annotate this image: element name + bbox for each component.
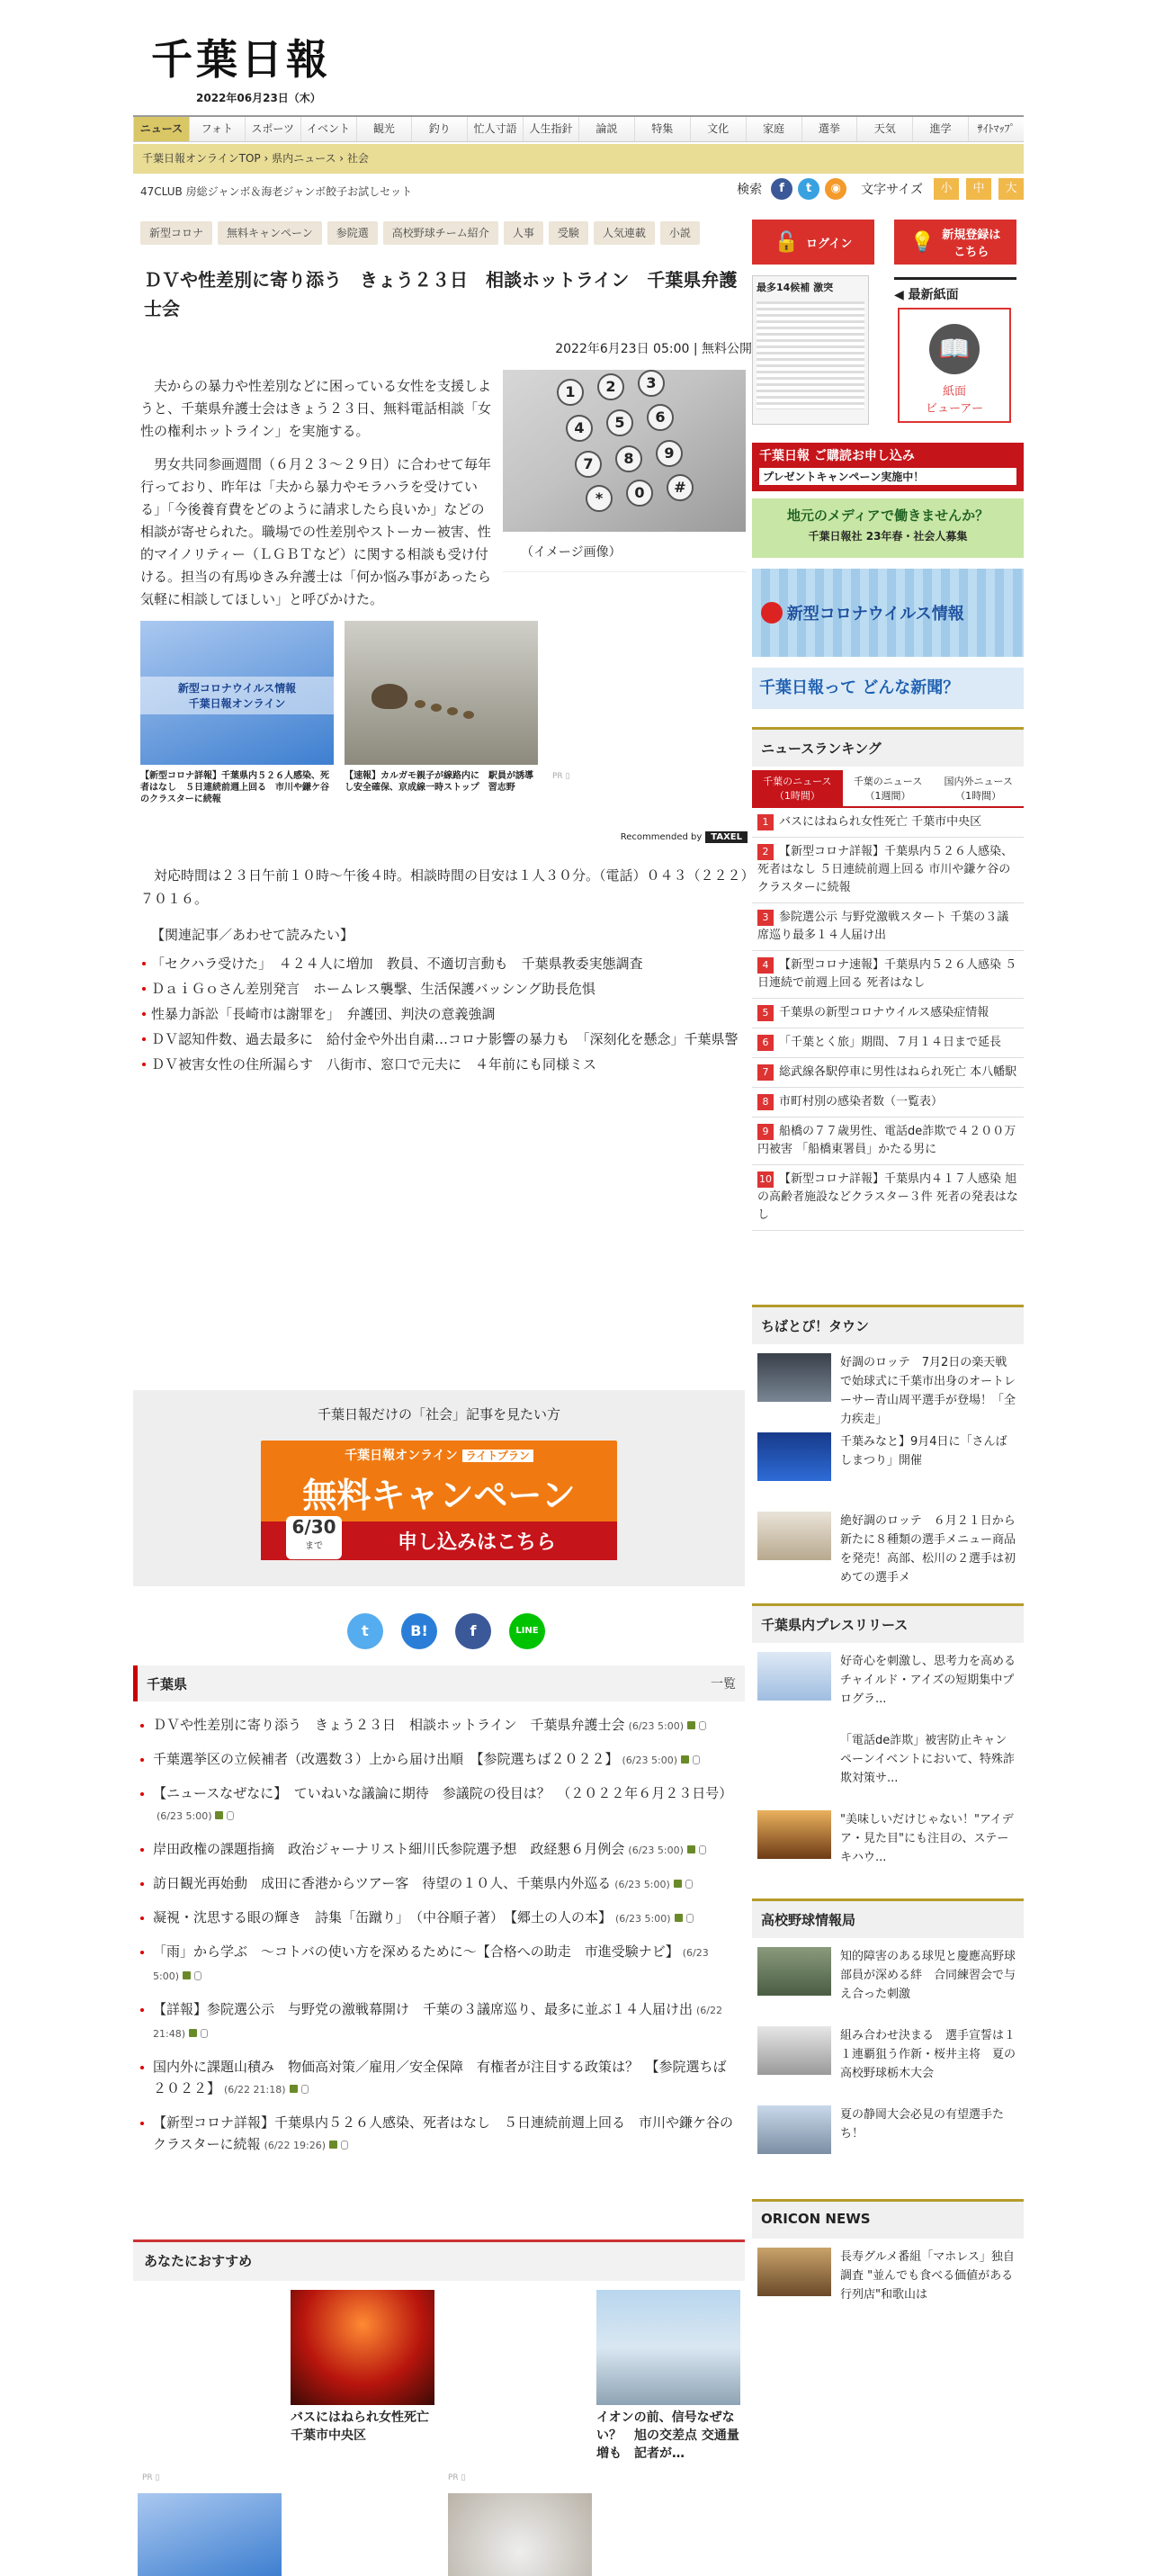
chiba-news-date: (6/23 5:00) — [157, 1810, 212, 1822]
corona-banner-text: 新型コロナウイルス情報 — [786, 605, 964, 624]
ranking-item[interactable] — [752, 1165, 1024, 1231]
ranking-number: 7 — [757, 1064, 774, 1081]
camera-icon — [675, 1914, 683, 1922]
ranking-number: 10 — [757, 1171, 774, 1188]
ranking-item[interactable] — [752, 838, 1024, 903]
nav-item[interactable]: ｻｲﾄﾏｯﾌﾟ — [968, 117, 1024, 141]
nav-item[interactable]: 進学 — [912, 117, 968, 141]
tag-item[interactable]: 新型コロナ — [140, 221, 212, 245]
share-buttons — [140, 1613, 752, 1649]
ranking-item-title: 総武線各駅停車に男性はねられ死亡 本八幡駅 — [779, 1065, 1017, 1079]
chiba-news-date: (6/22 21:48) — [153, 2005, 723, 2040]
koko-thumbnail — [757, 2105, 831, 2154]
camera-icon — [681, 1755, 689, 1764]
osusume-card-title: イオンの前、信号なぜない？ 旭の交差点 交通量増も 記者が… — [596, 2410, 739, 2461]
hours-paragraph: 対応時間は２３日午前１０時～午後４時。相談時間の目安は１人３０分。（電話）０４３（２２２）７０１６。 — [140, 867, 748, 907]
koko-list — [752, 1938, 1024, 2176]
chiba-news-title: 訪日観光再始動 成田に香港からツアー客 待望の１０人、千葉県内外巡る — [153, 1875, 612, 1891]
lock-icon: 🔓 — [774, 230, 800, 254]
osusume-card[interactable] — [596, 2290, 740, 2463]
press-item[interactable] — [752, 1643, 1024, 1722]
article-pubdate: 2022年6月23日 05:00 | 無料公開 — [555, 342, 752, 356]
ranking-list — [752, 806, 1024, 1231]
chiba-news-title: ＤＶや性差別に寄り添う きょう２３日 相談ホットライン 千葉県弁護士会 — [153, 1717, 625, 1733]
nav-item[interactable]: 特集 — [634, 117, 690, 141]
campaign-text: 千葉日報だけの「社会」記事を見たい方 — [317, 1406, 560, 1423]
register-button[interactable] — [894, 220, 1016, 265]
related-item[interactable]: ＤａｉＧｏさん差別発言 ホームレス襲撃、生活保護バッシング助長危惧 — [140, 976, 752, 1001]
press-section — [752, 1603, 1024, 1880]
pr-label: PR ▯ — [448, 2473, 466, 2482]
related-item[interactable]: 性暴力訴訟「長崎市は謝罪を」 弁護団、判決の意義強調 — [140, 1001, 752, 1027]
tag-bar — [140, 221, 700, 245]
osusume-title: あなたにおすすめ — [133, 2239, 745, 2281]
breadcrumb[interactable]: 千葉日報オンラインTOP › 県内ニュース › 社会 — [133, 144, 1024, 174]
line-share-icon[interactable]: LINE — [509, 1613, 545, 1649]
ranking-item-title: 【新型コロナ詳報】千葉県内５２６人感染、死者はなし ５日連続前週上回る 市川や鎌ケ谷のクラスターに続報 — [757, 845, 1014, 894]
font-size-label: 文字サイズ — [861, 183, 923, 197]
chiba-news-date: (6/23 5:00) — [628, 1720, 685, 1732]
viewer-label: 紙面 ビューアー — [926, 385, 983, 416]
ranking-number: 4 — [757, 957, 774, 974]
chiba-news-item[interactable] — [133, 1993, 745, 2051]
chiba-news-item[interactable] — [133, 1743, 745, 1777]
lightbulb-icon: 💡 — [909, 230, 936, 254]
chiba-news-date: (6/23 5:00) — [614, 1879, 670, 1890]
ranking-item-title: 市町村別の感染者数（一覧表） — [779, 1095, 944, 1108]
thumbnail-overlay-text: 新型コロナウイルス情報 千葉日報オンライン — [140, 677, 334, 714]
header-date: 2022年06月23日（木） — [196, 92, 321, 104]
press-title: 千葉県内プレスリリース — [752, 1603, 1024, 1643]
ranking-number: 8 — [757, 1094, 774, 1110]
chiba-news-item[interactable] — [133, 1901, 745, 1935]
font-size-small-button[interactable]: 小 — [934, 178, 959, 200]
chiba-more-link[interactable]: 一覧 — [711, 1677, 736, 1692]
oricon-thumbnail — [757, 2248, 831, 2296]
virus-icon — [761, 602, 783, 624]
chiba-news-date: (6/22 21:18) — [224, 2084, 286, 2096]
recommend-card[interactable] — [345, 621, 538, 805]
ranking-item-title: 「千葉とく旅」期間、７月１４日まで延長 — [779, 1036, 1002, 1049]
ranking-tab[interactable]: 千葉のニュース （1時間） — [752, 770, 843, 806]
tag-item[interactable]: 人気連載 — [594, 221, 655, 245]
town-thumbnail — [757, 1432, 831, 1481]
corona-info-thumbnail[interactable] — [138, 2493, 282, 2576]
press-thumbnail — [757, 1652, 831, 1701]
press-item[interactable] — [752, 1801, 1024, 1880]
what-banner[interactable]: 千葉日報って どんな新聞？ — [752, 668, 1024, 709]
camera-icon — [290, 2085, 298, 2093]
banner-date-box — [286, 1516, 342, 1559]
chiba-news-date: (6/23 5:00) — [153, 1947, 709, 1982]
town-title: ちばとぴ！タウン — [752, 1305, 1024, 1344]
nav-item[interactable]: 家庭 — [746, 117, 801, 141]
town-item-title: 絶好調のロッテ ６月２１日から新たに８種類の選手メニュー商品を発売！高部、松川の２選手は初めての選手メ — [840, 1514, 1016, 1584]
oricon-title: ORICON NEWS — [752, 2199, 1024, 2239]
lock-icon — [685, 1880, 693, 1889]
ranking-item[interactable] — [752, 1117, 1024, 1165]
ranking-tab[interactable]: 国内外ニュース （1時間） — [944, 776, 1013, 802]
campaign-box — [133, 1390, 745, 1586]
banner-date: 6/30 — [291, 1516, 336, 1538]
press-thumbnail — [757, 1810, 831, 1859]
chiba-news-date: (6/23 5:00) — [622, 1755, 677, 1766]
town-item-title: 好調のロッテ 7月2日の楽天戦で始球式に千葉市出身のオートレーサー青山周平選手が登場！「全力疾走」 — [840, 1356, 1016, 1426]
town-item[interactable] — [752, 1503, 1024, 1582]
chiba-news-item[interactable] — [133, 1709, 745, 1743]
ranking-section — [752, 727, 1024, 1231]
article-photo — [503, 370, 746, 579]
article-main — [140, 265, 752, 2482]
chiba-news-item[interactable] — [133, 2051, 745, 2106]
photo-caption: （イメージ画像） — [503, 532, 746, 572]
newspaper-headline: 最多14候補 激突 — [757, 282, 834, 293]
lock-icon — [301, 2085, 309, 2094]
town-item-title: 千葉みなと】9月4日に「さんばしまつり」開催 — [840, 1435, 1007, 1468]
banner-plan: ライトプラン — [462, 1450, 533, 1462]
recommended-by-text: Recommended by — [620, 832, 703, 842]
chiba-news-title: 岸田政権の課題指摘 政治ジャーナリスト細川氏参院選予想 政経懇６月例会 — [153, 1841, 625, 1857]
login-label: ログイン — [806, 237, 853, 251]
chiba-news-title: 【ニュースなぜなに】 ていねいな議論に期待 参議院の役目は？ （２０２２年６月２３日号） — [153, 1785, 733, 1801]
chiba-news-title: 「雨」から学ぶ ～コトバの使い方を深めるために～【合格への助走 市進受験ナビ】 — [153, 1943, 679, 1960]
recruit-banner-title: 地元のメディアで働きませんか？ — [786, 507, 989, 524]
press-thumbnail — [757, 1731, 831, 1780]
phone-keypad-image: 1 2 3 4 5 6 7 8 9 * 0 # — [503, 370, 746, 532]
register-label: 新規登録は こちら — [942, 229, 1001, 259]
town-section — [752, 1305, 1024, 1582]
ranking-item[interactable] — [752, 903, 1024, 951]
ranking-item-title: 【新型コロナ詳報】千葉県内４１７人感染 旭の高齢者施設などクラスター３件 死者の発表はなし — [757, 1172, 1018, 1222]
chiba-section-title: 千葉県 — [147, 1675, 188, 1692]
camera-icon — [687, 1721, 695, 1729]
koko-item[interactable] — [752, 1938, 1024, 2017]
tag-item[interactable]: 高校野球チーム紹介 — [383, 221, 498, 245]
recruit-banner[interactable] — [752, 498, 1024, 558]
town-thumbnail — [757, 1353, 831, 1402]
lock-icon — [699, 1721, 706, 1730]
ranking-item[interactable] — [752, 951, 1024, 999]
banner-top — [261, 1446, 617, 1464]
ranking-item-title: 千葉県の新型コロナウイルス感染症情報 — [779, 1006, 989, 1019]
chiba-news-title: 凝視・沈思する眼の輝き 詩集「缶蹴り」 （中谷順子著） 【郷土の人の本】 — [153, 1909, 613, 1925]
ranking-number: 6 — [757, 1035, 774, 1051]
lock-icon — [194, 1971, 201, 1980]
nav-item[interactable]: 人生指針 — [523, 117, 578, 141]
camera-icon — [215, 1811, 223, 1819]
chiba-news-item[interactable] — [133, 2106, 745, 2162]
nav-item[interactable]: フォト — [189, 117, 245, 141]
ranking-number: 9 — [757, 1124, 774, 1140]
banner-main: 無料キャンペーン — [302, 1476, 576, 1515]
koko-title: 高校野球情報局 — [752, 1898, 1024, 1938]
paper-viewer-button[interactable] — [898, 308, 1011, 423]
koko-item-title: 組み合わせ決まる 選手宣誓は１１連覇狙う作新・桜井主将 夏の高校野球栃木大会 — [840, 2029, 1016, 2080]
oricon-item[interactable] — [752, 2239, 1024, 2318]
chiba-news-date: (6/22 19:26) — [264, 2140, 327, 2151]
taxel-logo[interactable]: TAXEL — [705, 831, 748, 843]
ranking-number: 2 — [757, 844, 774, 860]
ranking-number: 3 — [757, 910, 774, 926]
twitter-icon[interactable]: t — [798, 178, 819, 200]
osusume-section — [133, 2239, 745, 2482]
chiba-news-title: 国内外に課題山積み 物価高対策／雇用／安全保障 有権者が注目する政策は？ 【参院選ちば２０２２】 — [153, 2059, 727, 2096]
recommend-card-title: 【新型コロナ詳報】千葉県内５２６人感染、死者はなし ５日連続前週上回る 市川や鎌ケ谷のクラスターに続報 — [140, 771, 329, 804]
tag-item[interactable]: 人事 — [504, 221, 543, 245]
pr-label: PR ▯ — [142, 2473, 160, 2482]
chiba-news-title: 【詳報】参院選公示 与野党の激戦幕開け 千葉の３議席巡り、最多に並ぶ１４人届け出 — [153, 2001, 694, 2017]
tag-item[interactable]: 受験 — [549, 221, 588, 245]
ranking-item-title: バスにはねられ女性死亡 千葉市中央区 — [779, 815, 982, 829]
nav-item[interactable]: ニュース — [133, 117, 189, 141]
oricon-section — [752, 2199, 1024, 2318]
press-list — [752, 1643, 1024, 1880]
lock-icon — [201, 2029, 208, 2038]
tag-item[interactable]: 無料キャンペーン — [218, 221, 322, 245]
camera-icon — [183, 1971, 191, 1979]
lock-icon — [227, 1811, 234, 1820]
subscribe-banner-title: 千葉日報 ご購読お申し込み — [759, 449, 915, 463]
chiba-news-item[interactable] — [133, 1867, 745, 1901]
global-nav — [133, 115, 1024, 142]
camera-icon — [674, 1880, 682, 1888]
pr-label: PR ▯ — [552, 772, 570, 781]
reader-icon: 📖 — [929, 324, 980, 374]
recommend-widget — [140, 621, 538, 805]
nav-item[interactable]: 観光 — [356, 117, 412, 141]
chiba-news-item[interactable] — [133, 1833, 745, 1867]
ranking-item[interactable] — [752, 1088, 1024, 1117]
related-item[interactable]: ＤＶ認知件数、過去最多に 給付金や外出自粛…コロナ影響の暴力も 「深刻化を懸念」千葉県警 — [140, 1027, 752, 1052]
camera-icon — [687, 1845, 695, 1853]
ranking-item[interactable] — [752, 1028, 1024, 1058]
facebook-share-icon[interactable]: f — [455, 1613, 491, 1649]
toolbar — [737, 178, 1024, 200]
article-title: ＤＶや性差別に寄り添う きょう２３日 相談ホットライン 千葉県弁護士会 — [144, 269, 738, 319]
rss-icon[interactable]: ◉ — [825, 178, 846, 200]
baseball-thumbnail[interactable] — [448, 2493, 592, 2576]
ambulance-thumbnail — [291, 2290, 434, 2405]
koko-item[interactable] — [752, 2096, 1024, 2176]
koko-thumbnail — [757, 1947, 831, 1996]
oricon-item-title: 長寿グルメ番組「マホレス」独自調査 "並んでも食べる価値がある行列店"和歌山は — [840, 2250, 1015, 2302]
lock-icon — [699, 1845, 706, 1854]
ranking-tab[interactable]: 千葉のニュース （1週間） — [853, 776, 923, 802]
related-heading: 【関連記事／あわせて読みたい】 — [151, 927, 354, 943]
related-item[interactable]: ＤＶ被害女性の住所漏らす 八街市、窓口で元夫に ４年前にも同様ミス — [140, 1052, 752, 1077]
banner-cta: 申し込みはこちら — [397, 1531, 556, 1554]
related-item[interactable]: 「セクハラ受けた」 ４２４人に増加 教員、不適切言動も 千葉県教委実態調査 — [140, 951, 752, 976]
chiba-news-title: 【新型コロナ詳報】千葉県内５２６人感染、死者はなし ５日連続前週上回る 市川や鎌ケ谷のクラスターに続報 — [153, 2114, 734, 2152]
banner-until: まで — [305, 1541, 323, 1551]
oricon-list — [752, 2239, 1024, 2318]
nav-item[interactable]: イベント — [300, 117, 356, 141]
related-articles — [140, 925, 752, 1077]
koko-thumbnail — [757, 2026, 831, 2075]
osusume-card[interactable] — [291, 2290, 442, 2445]
chiba-news-date: (6/23 5:00) — [615, 1913, 671, 1925]
font-size-large-button[interactable]: 大 — [998, 178, 1024, 200]
chiba-section-header — [133, 1665, 745, 1701]
camera-icon — [189, 2029, 197, 2037]
chiba-news-title: 千葉選挙区の立候補者（改選数３）上から届け出順 【参院選ちば２０２２】 — [153, 1751, 619, 1767]
press-item-title: 「電話de詐欺」被害防止キャンペーンイベントにおいて、特殊詐欺対策サ... — [840, 1734, 1015, 1785]
ducks-thumbnail — [345, 621, 538, 765]
nav-item[interactable]: 論説 — [578, 117, 634, 141]
lock-icon — [341, 2141, 348, 2150]
ranking-title: ニュースランキング — [752, 727, 1024, 767]
ranking-item[interactable] — [752, 808, 1024, 838]
tag-item[interactable]: 参院選 — [327, 221, 378, 245]
chiba-news-item[interactable] — [133, 1777, 745, 1833]
koko-item-title: 夏の静岡大会必見の有望選手たち！ — [840, 2108, 1005, 2141]
corona-banner[interactable] — [752, 569, 1024, 657]
promo-link[interactable]: 47CLUB 房総ジャンボ＆海老ジャンボ餃子お試しセット — [140, 185, 413, 198]
press-item-title: "美味しいだけじゃない！"アイデア・見た目"にも注目の、ステーキハウ... — [840, 1813, 1014, 1864]
chiba-news-item[interactable] — [133, 1935, 745, 1993]
koko-item-title: 知的障害のある球児と慶應高野球部員が深める絆 合同練習会で与え合った刺激 — [840, 1950, 1016, 2001]
latest-paper-label[interactable]: ◀ 最新紙面 — [894, 277, 1016, 303]
article-paragraph-1: 夫からの暴力や性差別などに困っている女性を支援しようと、千葉県弁護士会はきょう２３日、無料電話相談「女性の権利ホットライン」を実施する。 — [140, 378, 492, 439]
ranking-number: 5 — [757, 1005, 774, 1021]
camera-icon — [329, 2141, 337, 2149]
nav-item[interactable]: 天気 — [856, 117, 912, 141]
lock-icon — [693, 1755, 700, 1764]
ranking-item[interactable] — [752, 999, 1024, 1028]
osusume-card-title: バスにはねられ女性死亡 千葉市中央区 — [291, 2410, 442, 2443]
koko-item[interactable] — [752, 2017, 1024, 2096]
town-item[interactable] — [752, 1344, 1024, 1426]
campaign-banner[interactable] — [261, 1441, 617, 1560]
tag-item[interactable]: 小説 — [660, 221, 700, 245]
site-logo[interactable]: 千葉日報 — [151, 35, 331, 84]
ranking-number: 1 — [757, 814, 774, 830]
aerial-thumbnail — [596, 2290, 740, 2405]
ranking-tabs — [752, 770, 1024, 806]
nav-item[interactable]: 文化 — [690, 117, 746, 141]
nav-item[interactable]: スポーツ — [245, 117, 300, 141]
font-size-medium-button[interactable]: 中 — [966, 178, 991, 200]
press-item[interactable] — [752, 1722, 1024, 1801]
press-item-title: 好奇心を刺激し、思考力を高めるチャイルド・アイズの短期集中プログラ... — [840, 1655, 1016, 1706]
ranking-item-title: 船橋の７７歳男性、電話de詐欺で４２００万円被害 「船橋東署員」かたる男に — [757, 1125, 1016, 1156]
chiba-news-list — [133, 1701, 745, 2162]
subscribe-banner[interactable] — [752, 443, 1024, 491]
nav-item[interactable]: 釣り — [411, 117, 467, 141]
ranking-item-title: 参院選公示 与野党激戦スタート 千葉の３議席巡り最多１４人届け出 — [757, 911, 1009, 942]
login-button[interactable] — [752, 220, 874, 265]
hatena-share-icon[interactable]: B! — [401, 1613, 437, 1649]
town-thumbnail — [757, 1512, 831, 1560]
newspaper-thumbnail[interactable] — [752, 275, 869, 425]
koko-section — [752, 1898, 1024, 2176]
nav-item[interactable]: 選挙 — [801, 117, 857, 141]
recommend-card-title: 【速報】カルガモ親子が線路内に 駅員が誘導し安全確保、京成線一時ストップ 習志野 — [345, 771, 533, 793]
recruit-banner-sub: 千葉日報社 23年春・社会人募集 — [808, 530, 968, 543]
lock-icon — [686, 1914, 694, 1923]
recommend-card[interactable] — [140, 621, 334, 805]
nav-item[interactable]: 忙人寸語 — [467, 117, 523, 141]
banner-brand: 千葉日報オンライン — [345, 1449, 458, 1463]
twitter-share-icon[interactable]: t — [347, 1613, 383, 1649]
ranking-item-title: 【新型コロナ速報】千葉県内５２６人感染 ５日連続で前週上回る 死者はなし — [757, 958, 1017, 990]
town-list — [752, 1344, 1024, 1582]
town-item[interactable] — [752, 1423, 1024, 1503]
subscribe-banner-sub: プレゼントキャンペーン実施中！ — [759, 468, 1016, 485]
facebook-icon[interactable]: f — [771, 178, 792, 200]
article-paragraph-2: 男女共同参画週間（６月２３～２９日）に合わせて毎年行っており、昨年は「夫から暴力やモラハラを受けている」「今後養育費をどのように請求したら良いか」などの相談が寄せられた。職場での性差別やストーカー被害、性的マイノリティー（ＬＧＢＴなど）に関する相談も受け付ける。担当の有馬ゆきみ弁護士は「何か悩み事があったら気軽に相談してほしい」と呼びかけた。 — [140, 456, 492, 607]
related-list — [140, 951, 752, 1077]
chiba-news-section — [133, 1665, 745, 2162]
chiba-news-date: (6/23 5:00) — [628, 1844, 684, 1856]
ranking-item[interactable] — [752, 1058, 1024, 1088]
recommended-by — [621, 832, 748, 842]
corona-info-thumbnail — [140, 621, 334, 765]
search-link[interactable]: 検索 — [737, 183, 763, 197]
